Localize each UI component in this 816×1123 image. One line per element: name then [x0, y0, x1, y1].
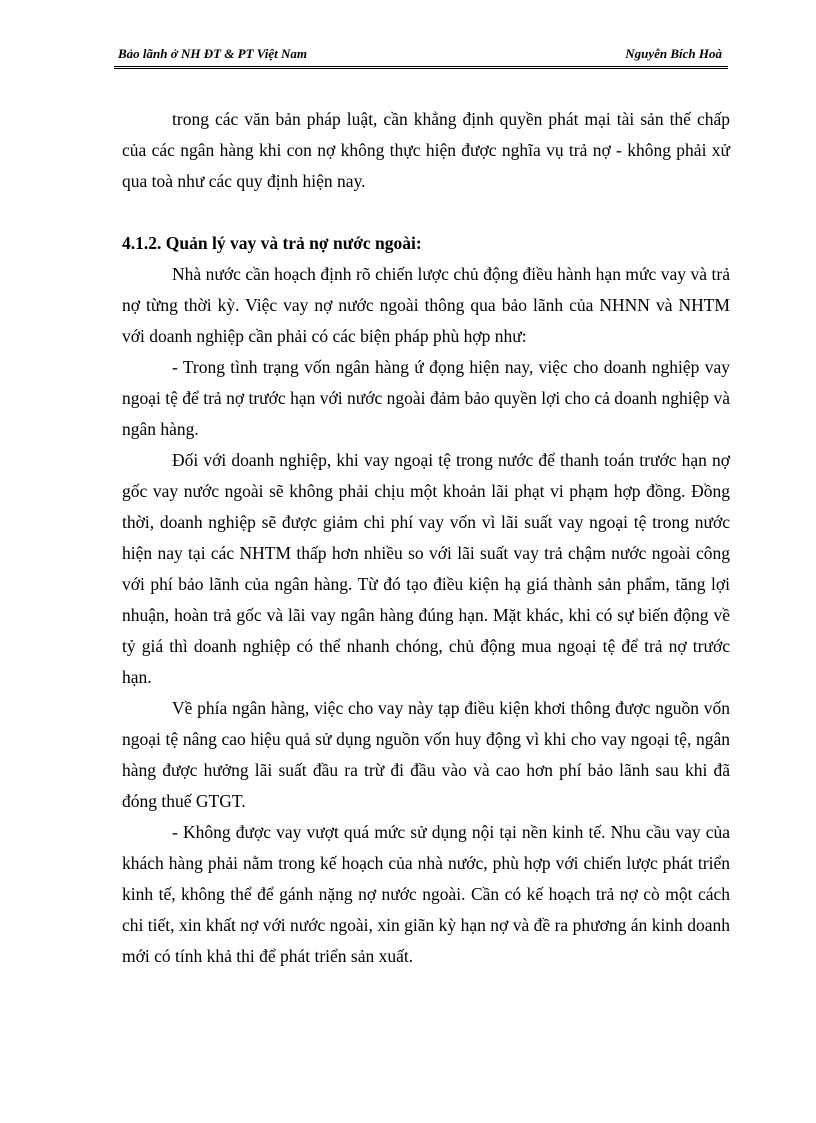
spacer — [122, 197, 730, 228]
page-header — [114, 44, 728, 69]
paragraph-5: - Không được vay vượt quá mức sử dụng nội tại nền kinh tế. Nhu cầu vay của khách hàng phải nằm trong kế hoạch của nhà nước, phù hợp với chiến lược phát triển kinh tế, không thể để gánh nặng nợ nước ngoài. Cần có kế hoạch trả nợ cò một cách chi tiết, xin khất nợ với nước ngoài, xin giãn kỳ hạn nợ và đề ra phương án kinh doanh mới có tính khả thi để phát triển sản xuất. — [122, 822, 730, 966]
paragraph-1: Nhà nước cần hoạch định rõ chiến lược chủ động điều hành hạn mức vay và trả nợ từng thời kỳ. Việc vay nợ nước ngoài thông qua bảo lãnh của NHNN và NHTM với doanh nghiệp cần phải có các biện pháp phù hợp như: — [122, 264, 730, 346]
header-title: Bảo lãnh ở NH ĐT & PT Việt Nam — [118, 46, 307, 61]
section-heading: 4.1.2. Quản lý vay và trả nợ nước ngoài: — [122, 233, 422, 253]
header-author: Nguyễn Bích Hoà — [625, 46, 722, 61]
paragraph-3: Đối với doanh nghiệp, khi vay ngoại tệ trong nước để thanh toán trước hạn nợ gốc vay nước ngoài sẽ không phải chịu một khoản lãi phạt vi phạm hợp đồng. Đồng thời, doanh nghiệp sẽ được giảm chi phí vay vốn vì lãi suất vay ngoại tệ trong nước hiện nay tại các NHTM thấp hơn nhiều so với lãi suất vay trả chậm nước ngoài công với phí bảo lãnh của ngân hàng. Từ đó tạo điều kiện hạ giá thành sản phẩm, tăng lợi nhuận, hoàn trả gốc và lãi vay ngân hàng đúng hạn. Mặt khác, khi có sự biến động về tỷ giá thì doanh nghiệp có thể nhanh chóng, chủ động mua ngoại tệ để trả nợ trước hạn. — [122, 450, 730, 687]
document-body — [122, 104, 730, 972]
paragraph-intro: trong các văn bản pháp luật, cần khẳng định quyền phát mại tài sản thế chấp của các ngân hàng khi con nợ không thực hiện được nghĩa vụ trả nợ - không phải xử qua toà như các quy định hiện nay. — [122, 109, 730, 191]
paragraph-2: - Trong tình trạng vốn ngân hàng ứ đọng hiện nay, việc cho doanh nghiệp vay ngoại tệ để trả nợ trước hạn với nước ngoài đảm bảo quyền lợi cho cả doanh nghiệp và ngân hàng. — [122, 357, 730, 439]
paragraph-4: Về phía ngân hàng, việc cho vay này tạp điều kiện khơi thông được nguồn vốn ngoại tệ nâng cao hiệu quả sử dụng nguồn vốn huy động vì khi cho vay ngoại tệ, ngân hàng được hưởng lãi suất đầu ra trừ đi đầu vào và cao hơn phí bảo lãnh sau khi đã đóng thuế GTGT. — [122, 698, 730, 811]
